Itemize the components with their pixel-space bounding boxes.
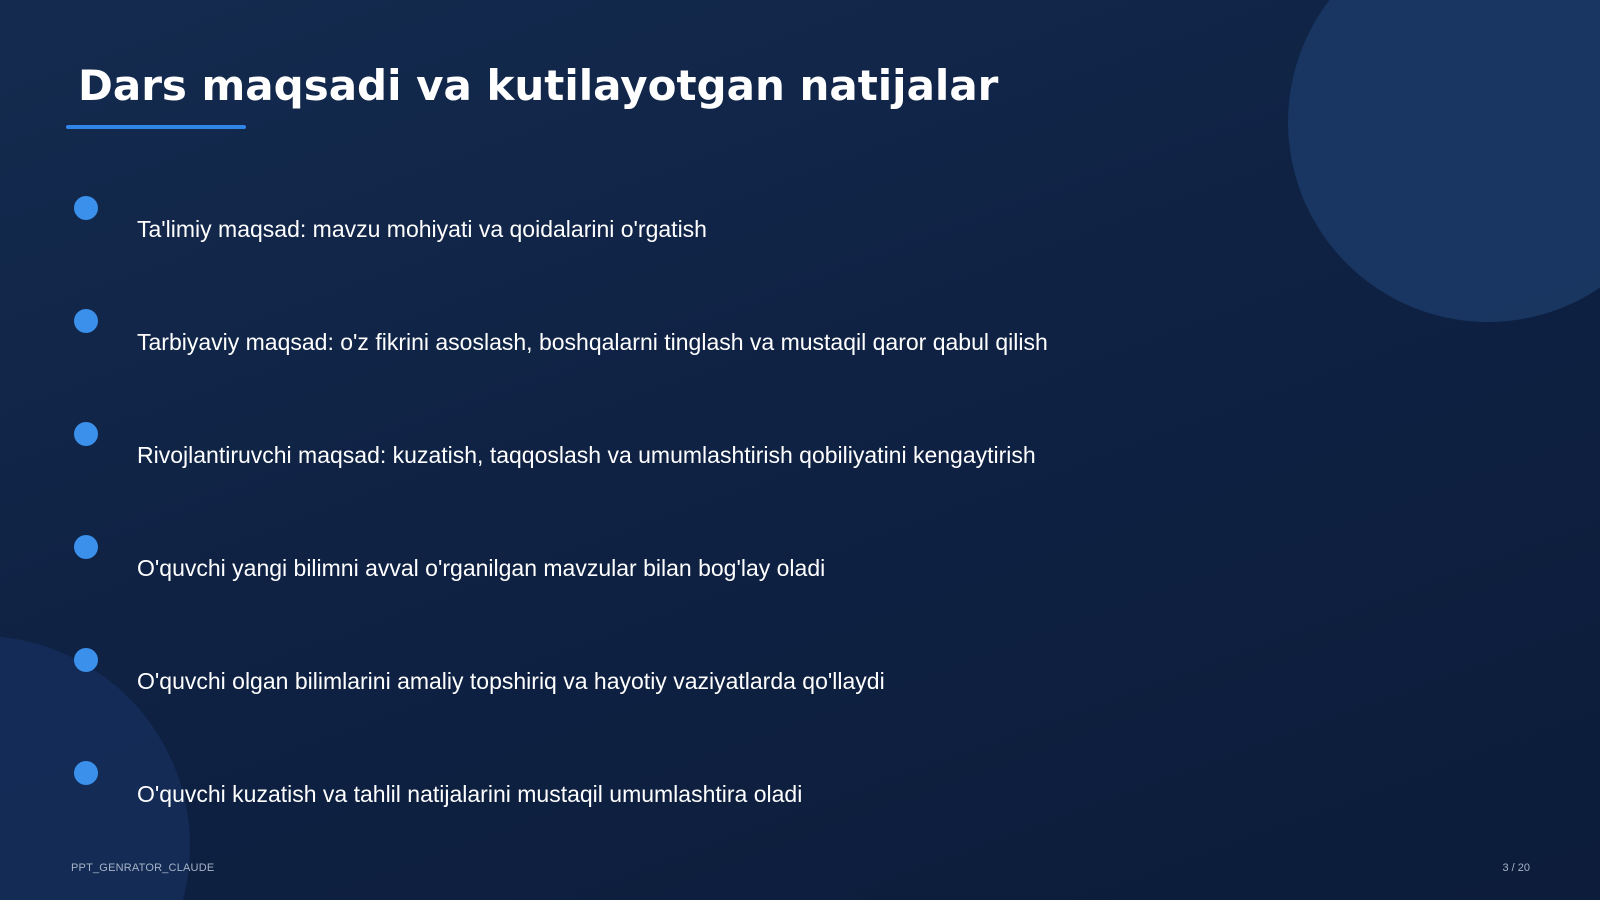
page-number: 3 / 20 <box>1502 862 1530 874</box>
list-item <box>0 761 1200 821</box>
bullet-dot-icon <box>74 535 98 559</box>
footer-source: PPT_GENRATOR_CLAUDE <box>71 862 215 874</box>
bullet-text: O'quvchi olgan bilimlarini amaliy topshiriq va hayotiy vaziyatlarda qo'llaydi <box>137 668 885 694</box>
bullet-text: O'quvchi kuzatish va tahlil natijalarini mustaqil umumlashtira oladi <box>137 781 803 807</box>
bullet-text: Ta'limiy maqsad: mavzu mohiyati va qoidalarini o'rgatish <box>137 216 707 242</box>
bullet-dot-icon <box>74 309 98 333</box>
bullet-text: Tarbiyaviy maqsad: o'z fikrini asoslash, boshqalarni tinglash va mustaqil qaror qabul qilish <box>137 329 1048 355</box>
bullet-dot-icon <box>74 761 98 785</box>
list-item <box>0 422 1200 482</box>
list-item <box>0 648 1200 708</box>
slide-title: Dars maqsadi va kutilayotgan natijalar <box>78 61 999 110</box>
list-item <box>0 309 1200 369</box>
bullet-text: Rivojlantiruvchi maqsad: kuzatish, taqqoslash va umumlashtirish qobiliyatini kengaytirish <box>137 442 1036 468</box>
bullet-dot-icon <box>74 196 98 220</box>
list-item <box>0 535 1200 595</box>
list-item <box>0 196 1200 256</box>
decorative-circle-top-right <box>1288 0 1600 322</box>
title-underline <box>66 125 246 129</box>
bullet-text: O'quvchi yangi bilimni avval o'rganilgan mavzular bilan bog'lay oladi <box>137 555 826 581</box>
bullet-dot-icon <box>74 422 98 446</box>
bullet-dot-icon <box>74 648 98 672</box>
